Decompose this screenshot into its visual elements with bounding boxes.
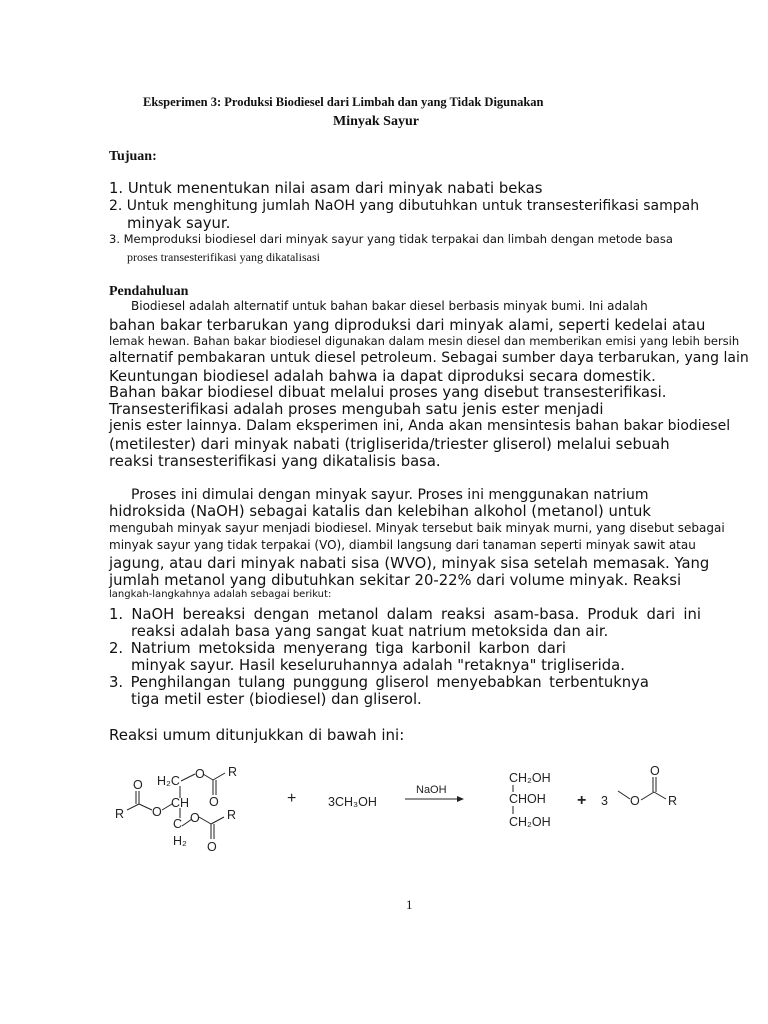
step-3: 3. Penghilangan tulang punggung gliserol menyebabkan terbentuknya bbox=[109, 674, 649, 691]
step-1-cont: reaksi adalah basa yang sangat kuat natrium metoksida dan air. bbox=[131, 623, 609, 640]
pendahuluan-line: Transesterifikasi adalah proses mengubah satu jenis ester menjadi bbox=[109, 401, 604, 418]
reaction-arrow bbox=[405, 796, 464, 802]
ester-r: R bbox=[668, 794, 678, 808]
pendahuluan-line: jenis ester lainnya. Dalam eksperimen ini, Anda akan mensintesis bahan bakar biodiesel bbox=[109, 418, 731, 434]
plus-sign-1: + bbox=[287, 790, 297, 807]
glycerol-line-2: CHOH bbox=[509, 792, 546, 806]
tri-r-mid: R bbox=[115, 807, 125, 821]
ester-o: O bbox=[630, 794, 640, 808]
step-3-cont: tiga metil ester (biodiesel) dan gliserol. bbox=[131, 691, 422, 708]
tri-o-mid-carbonyl: O bbox=[133, 778, 143, 792]
methyl-ester-labels bbox=[630, 764, 677, 808]
pendahuluan-line: Keuntungan biodiesel adalah bahwa ia dapat diproduksi secara domestik. bbox=[109, 368, 656, 385]
tujuan-heading: Tujuan: bbox=[109, 149, 157, 164]
tri-o-mid: O bbox=[152, 805, 162, 819]
page-number: 1 bbox=[406, 897, 413, 912]
proses-line: langkah-langkahnya adalah sebagai berikut: bbox=[109, 589, 332, 600]
tri-r-bottom: R bbox=[227, 808, 237, 822]
tujuan-item-1: 1. Untuk menentukan nilai asam dari minyak nabati bekas bbox=[109, 180, 543, 197]
pendahuluan-line: lemak hewan. Bahan bakar biodiesel digunakan dalam mesin diesel dan memberikan emisi yang lebih bersih bbox=[109, 334, 740, 348]
tri-h2c: H₂C bbox=[157, 774, 180, 788]
pendahuluan-line: Biodiesel adalah alternatif untuk bahan bakar diesel berbasis minyak bumi. Ini adalah bbox=[131, 299, 648, 313]
reaction-scheme bbox=[0, 750, 768, 860]
pendahuluan-heading: Pendahuluan bbox=[109, 284, 189, 299]
proses-line: hidroksida (NaOH) sebagai katalis dan kelebihan alkohol (metanol) untuk bbox=[109, 503, 651, 520]
glycerol-line-1: CH₂OH bbox=[509, 771, 551, 785]
tri-c: C bbox=[173, 817, 183, 831]
tri-o-top: O bbox=[195, 767, 205, 781]
tujuan-item-2: 2. Untuk menghitung jumlah NaOH yang dibutuhkan untuk transesterifikasi sampah bbox=[109, 198, 700, 214]
glycerol-line-3: CH₂OH bbox=[509, 815, 551, 829]
glycerol bbox=[509, 771, 551, 829]
tujuan-item-3: 3. Memproduksi biodiesel dari minyak sayur yang tidak terpakai dan limbah dengan metode basa bbox=[109, 232, 673, 246]
pendahuluan-line: alternatif pembakaran untuk diesel petroleum. Sebagai sumber daya terbarukan, yang lain bbox=[109, 350, 749, 366]
proses-line: mengubah minyak sayur menjadi biodiesel. Minyak tersebut baik minyak murni, yang disebut sebagai bbox=[109, 521, 725, 535]
proses-line: jagung, atau dari minyak nabati sisa (WVO), minyak sisa setelah memasak. Yang bbox=[109, 555, 710, 572]
catalyst-label: NaOH bbox=[416, 784, 447, 796]
tri-r-top: R bbox=[228, 765, 238, 779]
tri-ch: CH bbox=[171, 796, 190, 810]
proses-line: minyak sayur yang tidak terpakai (VO), diambil langsung dari tanaman seperti minyak sawit atau bbox=[109, 538, 696, 552]
pendahuluan-line: Bahan bakar biodiesel dibuat melalui proses yang disebut transesterifikasi. bbox=[109, 384, 667, 401]
tri-h2: H₂ bbox=[173, 834, 187, 848]
document-title: Eksperimen 3: Produksi Biodiesel dari Limbah dan yang Tidak Digunakan bbox=[143, 95, 544, 109]
step-1: 1. NaOH bereaksi dengan metanol dalam reaksi asam-basa. Produk dari ini bbox=[109, 606, 701, 623]
pendahuluan-line: reaksi transesterifikasi yang dikatalisis basa. bbox=[109, 453, 441, 470]
coefficient-3: 3 bbox=[601, 794, 608, 808]
plus-sign-2: + bbox=[577, 792, 587, 809]
tujuan-item-3-cont: proses transesterifikasi yang dikatalisasi bbox=[127, 250, 320, 264]
pendahuluan-line: bahan bakar terbarukan yang diproduksi dari minyak alami, seperti kedelai atau bbox=[109, 317, 706, 334]
ester-o-carbonyl: O bbox=[650, 764, 660, 778]
tri-o-top-carbonyl: O bbox=[209, 795, 219, 809]
tujuan-item-2-cont: minyak sayur. bbox=[127, 215, 231, 232]
proses-line: jumlah metanol yang dibutuhkan sekitar 20-22% dari volume minyak. Reaksi bbox=[109, 572, 682, 589]
methyl-ester-bonds bbox=[618, 777, 666, 800]
tri-o-bottom: O bbox=[190, 811, 200, 825]
proses-line: Proses ini dimulai dengan minyak sayur. Proses ini menggunakan natrium bbox=[131, 487, 649, 503]
methanol-label: 3CH₃OH bbox=[328, 795, 377, 809]
triglyceride-labels bbox=[115, 765, 237, 854]
step-2-cont: minyak sayur. Hasil keseluruhannya adalah "retaknya" trigliserida. bbox=[131, 657, 625, 674]
step-2: 2. Natrium metoksida menyerang tiga karbonil karbon dari bbox=[109, 640, 566, 657]
pendahuluan-line: (metilester) dari minyak nabati (trigliserida/triester gliserol) melalui sebuah bbox=[109, 436, 670, 453]
tri-o-bottom-carbonyl: O bbox=[207, 840, 217, 854]
reaction-intro: Reaksi umum ditunjukkan di bawah ini: bbox=[109, 726, 405, 744]
document-subtitle: Minyak Sayur bbox=[333, 114, 419, 129]
